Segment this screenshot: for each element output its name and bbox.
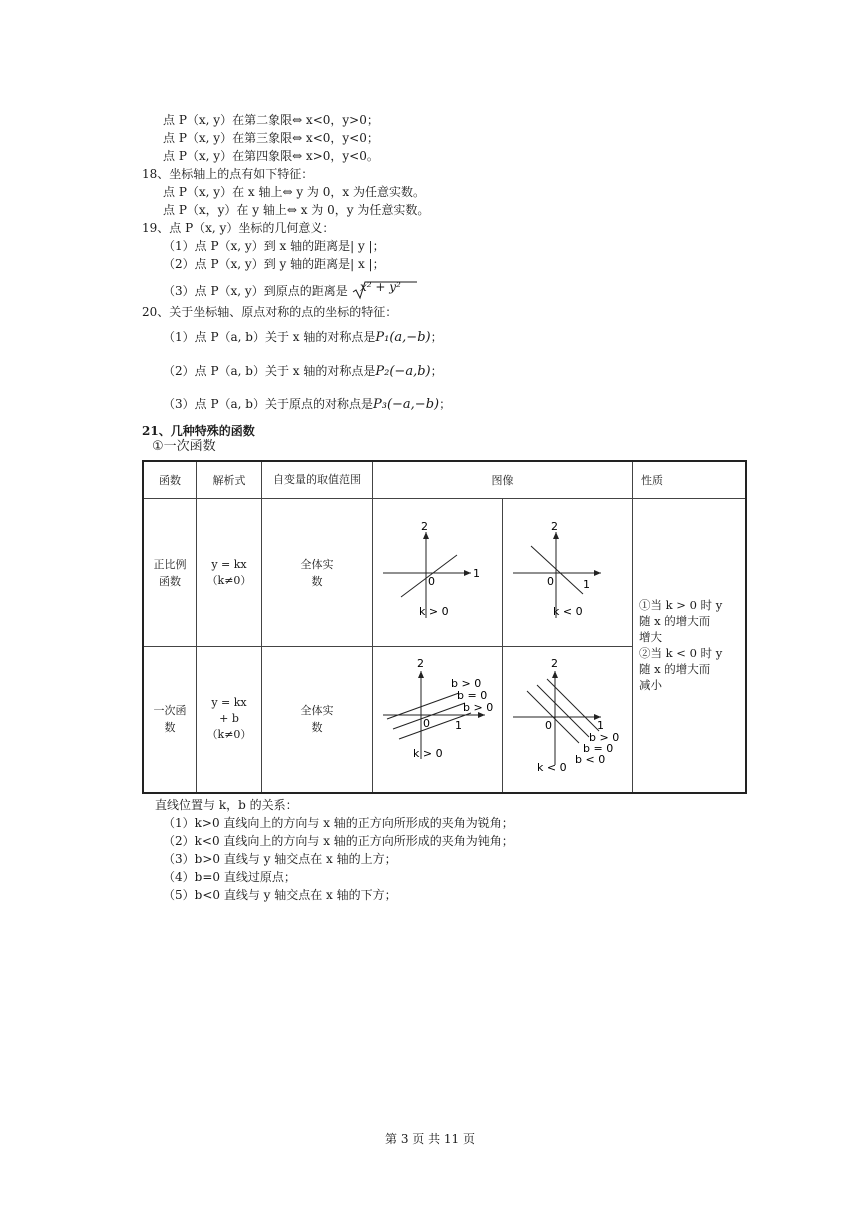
relation-line-3: （3）b>0 直线与 y 轴交点在 x 轴的上方；: [163, 852, 397, 866]
row1-domain: 全体实数: [262, 499, 373, 647]
relation-title: 直线位置与 k，b 的关系：: [155, 798, 298, 812]
y-axis-label: 2: [421, 519, 428, 533]
x-axis-label: 1: [473, 566, 480, 580]
page-footer: 第 3 页 共 11 页: [385, 1132, 475, 1146]
quadrant-2-line: 点 P（x, y）在第二象限⇔ x<0，y>0；: [163, 113, 379, 127]
origin-label: 0: [428, 574, 435, 588]
quadrant-3-line: 点 P（x, y）在第三象限⇔ x<0，y<0；: [163, 131, 379, 145]
header-property: 性质: [633, 461, 747, 499]
property-line-6: 减小: [639, 678, 662, 693]
row1-graph-k-negative: [503, 499, 633, 647]
graph-linear-k-positive: [373, 647, 502, 791]
graph-proportional-k-negative: [503, 500, 632, 646]
header-function: 函数: [143, 461, 197, 499]
relation-line-5: （5）b<0 直线与 y 轴交点在 x 轴的下方；: [163, 888, 397, 902]
section-20-line-1: [163, 330, 443, 345]
b-label: b < 0: [575, 753, 606, 767]
row2-domain: 全体实数: [262, 647, 373, 793]
relation-line-1: （1）k>0 直线向上的方向与 x 轴的正方向所形成的夹角为锐角；: [163, 816, 514, 830]
b-label: b = 0: [457, 689, 488, 703]
section-18-title: 18、坐标轴上的点有如下特征：: [142, 167, 314, 181]
section-20-line-3: [163, 397, 451, 412]
function-table: [142, 460, 747, 794]
p2-formula: P₂(−a,b): [375, 364, 431, 379]
row1-name: 正比例函数: [143, 499, 197, 647]
section-18-line-2: 点 P（x，y）在 y 轴上⇔ x 为 0，y 为任意实数。: [163, 203, 430, 217]
b-label: b > 0: [463, 701, 494, 715]
x-axis-label: 1: [455, 719, 462, 733]
b-label: b > 0: [589, 731, 620, 745]
section-19-line-1: （1）点 P（x, y）到 x 轴的距离是| y |；: [163, 239, 385, 253]
property-line-5: 随 x 的增大而: [639, 662, 711, 677]
table-row: [143, 499, 746, 647]
quadrant-4-line: 点 P（x, y）在第四象限⇔ x>0，y<0。: [163, 149, 379, 163]
row2-graph-k-positive: [373, 647, 503, 793]
section-21-subtitle: ①一次函数: [152, 439, 216, 454]
relation-line-2: （2）k<0 直线向上的方向与 x 轴的正方向所形成的夹角为钝角；: [163, 834, 514, 848]
table-header-row: [143, 461, 746, 499]
semicolon: ；: [430, 364, 443, 378]
x-axis-label: 1: [583, 577, 590, 591]
origin-label: 0: [545, 719, 552, 733]
row2-formula-line1: y = kx: [211, 696, 247, 710]
origin-label: 0: [423, 717, 430, 731]
row2-formula: [197, 647, 262, 793]
y-axis-label: 2: [551, 657, 558, 671]
y-axis-label: 2: [417, 657, 424, 671]
semicolon: ；: [430, 330, 443, 344]
b-label: b > 0: [451, 677, 482, 691]
semicolon: ；: [439, 397, 452, 411]
property-line-1: ①当 k > 0 时 y: [639, 598, 723, 613]
section-19-line-3-text: （3）点 P（x, y）到原点的距离是: [163, 284, 348, 298]
property-line-3: 增大: [639, 630, 662, 645]
sqrt-content: x² + y²: [360, 280, 401, 294]
header-graph: 图像: [373, 461, 633, 499]
header-domain: 自变量的取值范围: [262, 461, 373, 499]
row1-formula-line1: y = kx: [211, 557, 247, 571]
p1-formula: P₁(a,−b): [375, 330, 431, 345]
x-axis-label: 1: [597, 719, 604, 733]
row2-name: 一次函数: [143, 647, 197, 793]
property-line-2: 随 x 的增大而: [639, 614, 711, 629]
row2-formula-line2: + b: [219, 712, 239, 726]
section-20-line-2-text: （2）点 P（a, b）关于 x 轴的对称点是: [163, 364, 376, 378]
relation-line-4: （4）b=0 直线过原点；: [163, 870, 296, 884]
row1-graph-k-positive: [373, 499, 503, 647]
y-axis-label: 2: [551, 519, 558, 533]
section-18-line-1: 点 P（x, y）在 x 轴上⇔ y 为 0，x 为任意实数。: [163, 185, 425, 199]
header-formula: 解析式: [197, 461, 262, 499]
section-19-title: 19、点 P（x, y）坐标的几何意义：: [142, 221, 335, 235]
graph-proportional-k-positive: [373, 500, 502, 646]
graph-linear-k-negative: [503, 647, 632, 791]
section-21-title: 21、几种特殊的函数: [142, 424, 255, 438]
property-cell: [633, 499, 747, 793]
section-20-line-1-text: （1）点 P（a, b）关于 x 轴的对称点是: [163, 330, 376, 344]
row2-formula-line3: （k≠0）: [206, 728, 252, 742]
origin-label: 0: [547, 574, 554, 588]
section-20-line-2: [163, 364, 443, 379]
section-20-line-3-text: （3）点 P（a, b）关于原点的对称点是: [163, 397, 373, 411]
row1-formula-line2: （k≠0）: [206, 573, 252, 587]
property-line-4: ②当 k < 0 时 y: [639, 646, 723, 661]
k-label: k < 0: [537, 761, 567, 775]
k-label: k < 0: [553, 604, 583, 618]
row2-graph-k-negative: [503, 647, 633, 793]
k-label: k > 0: [413, 747, 443, 761]
b-label: b = 0: [583, 742, 614, 756]
section-20-title: 20、关于坐标轴、原点对称的点的坐标的特征：: [142, 305, 398, 319]
section-19-line-3: [163, 280, 418, 303]
section-19-line-2: （2）点 P（x, y）到 y 轴的距离是| x |；: [163, 257, 385, 271]
p3-formula: P₃(−a,−b): [373, 397, 440, 412]
k-label: k > 0: [419, 604, 449, 618]
row1-formula: [197, 499, 262, 647]
